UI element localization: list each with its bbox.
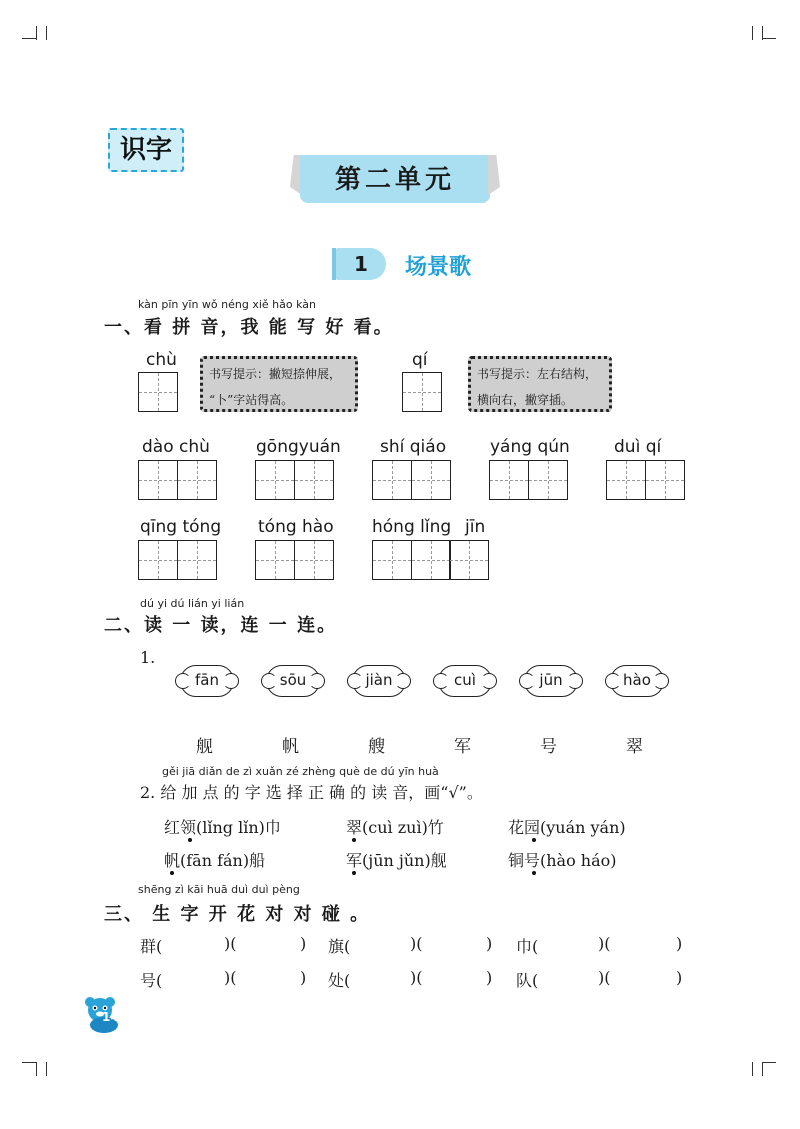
writing-grid[interactable] bbox=[138, 540, 217, 580]
banner-fold-right bbox=[488, 155, 500, 195]
match-char[interactable]: 军 bbox=[454, 737, 471, 757]
hint-line: 书写提示：左右结构， bbox=[477, 367, 598, 381]
grid-cell[interactable] bbox=[138, 540, 178, 580]
hint-line: “卜”字站得高。 bbox=[209, 393, 294, 407]
writing-hint-2 bbox=[468, 356, 612, 412]
fill-blank[interactable]: ) bbox=[300, 934, 307, 953]
grid-cell[interactable] bbox=[645, 460, 685, 500]
word-pinyin: jīn bbox=[465, 517, 486, 537]
pinyin-cloud[interactable] bbox=[266, 665, 320, 697]
section3-title: 三、 生 字 开 花 对 对 碰 。 bbox=[104, 904, 371, 925]
crop-mark bbox=[36, 1062, 37, 1076]
fill-blank[interactable]: 巾( bbox=[516, 937, 539, 956]
choice-item[interactable]: 铜号(hào háo) bbox=[508, 851, 617, 870]
cloud-label: fān bbox=[195, 671, 219, 689]
writing-grid[interactable] bbox=[255, 540, 334, 580]
crop-mark bbox=[762, 1062, 776, 1063]
fill-blank[interactable]: ) bbox=[300, 968, 307, 987]
page-number: 14 bbox=[102, 1010, 119, 1024]
pinyin-qi: qí bbox=[412, 350, 428, 370]
match-char[interactable]: 艘 bbox=[368, 737, 385, 757]
fill-blank[interactable]: 处( bbox=[328, 971, 351, 990]
word-pinyin: hóng lǐng bbox=[372, 517, 452, 537]
fill-blank[interactable]: 队( bbox=[516, 971, 539, 990]
pinyin-cloud[interactable] bbox=[180, 665, 234, 697]
section3-pinyin: shēng zì kāi huā duì duì pèng bbox=[138, 883, 300, 896]
word-pinyin: dào chù bbox=[142, 437, 210, 457]
hint-line: 横向右，撇穿插。 bbox=[477, 393, 574, 407]
grid-cell[interactable] bbox=[411, 460, 451, 500]
word-pinyin: shí qiáo bbox=[380, 437, 447, 457]
emphasis-dot bbox=[352, 871, 356, 875]
hint-line: 书写提示：撇短捺伸展， bbox=[209, 367, 342, 381]
fill-blank[interactable]: ) bbox=[486, 934, 493, 953]
unit-title: 第二单元 bbox=[300, 155, 490, 203]
choice-item[interactable]: 花园(yuán yán) bbox=[508, 818, 626, 837]
crop-mark bbox=[22, 1062, 36, 1063]
word-pinyin: gōngyuán bbox=[256, 437, 341, 457]
emphasis-dot bbox=[188, 838, 192, 842]
grid-cell[interactable] bbox=[177, 540, 217, 580]
question-number: 1. bbox=[140, 648, 156, 667]
question2-text: 2. 给 加 点 的 字 选 择 正 确 的 读 音，画“√”。 bbox=[140, 783, 483, 802]
writing-grid[interactable] bbox=[489, 460, 568, 500]
fill-blank[interactable]: ) bbox=[676, 934, 683, 953]
grid-cell[interactable] bbox=[294, 540, 334, 580]
writing-grid[interactable] bbox=[606, 460, 685, 500]
fill-blank[interactable]: )( bbox=[410, 934, 423, 953]
lesson-title: 场景歌 bbox=[405, 255, 472, 280]
choice-item[interactable]: 帆(fān fán)船 bbox=[164, 851, 266, 870]
crop-mark bbox=[762, 1062, 763, 1076]
word-pinyin: duì qí bbox=[614, 437, 662, 457]
grid-cell[interactable] bbox=[255, 540, 295, 580]
fill-blank[interactable]: 旗( bbox=[328, 937, 351, 956]
pinyin-cloud[interactable] bbox=[524, 665, 578, 697]
emphasis-dot bbox=[352, 838, 356, 842]
section2-title: 二、读 一 读，连 一 连。 bbox=[104, 615, 338, 636]
crop-mark bbox=[46, 26, 47, 40]
grid-cell[interactable] bbox=[177, 460, 217, 500]
fill-blank[interactable]: )( bbox=[224, 934, 237, 953]
fill-blank[interactable]: )( bbox=[598, 934, 611, 953]
fill-blank[interactable]: ) bbox=[676, 968, 683, 987]
choice-item[interactable]: 军(jūn jǔn)舰 bbox=[346, 851, 447, 870]
pinyin-cloud[interactable] bbox=[610, 665, 664, 697]
crop-mark bbox=[752, 26, 753, 40]
section2-pinyin: dú yi dú lián yi lián bbox=[140, 597, 245, 610]
fill-blank[interactable]: 号( bbox=[140, 971, 163, 990]
shizi-label: 识字 bbox=[108, 128, 184, 172]
crop-mark bbox=[762, 38, 776, 39]
cloud-label: jūn bbox=[539, 671, 563, 689]
pinyin-cloud[interactable] bbox=[352, 665, 406, 697]
grid-cell[interactable] bbox=[138, 372, 178, 412]
crop-mark bbox=[36, 26, 37, 40]
pinyin-cloud[interactable] bbox=[438, 665, 492, 697]
cloud-label: hào bbox=[623, 671, 651, 689]
fill-blank[interactable]: )( bbox=[224, 968, 237, 987]
writing-grid[interactable] bbox=[402, 372, 442, 412]
match-char[interactable]: 帆 bbox=[282, 737, 299, 757]
lesson-number: 1 bbox=[336, 248, 386, 280]
writing-hint-1 bbox=[200, 356, 358, 412]
section1-title: 一、看 拼 音，我 能 写 好 看。 bbox=[104, 317, 394, 338]
writing-grid[interactable] bbox=[372, 460, 451, 500]
grid-cell[interactable] bbox=[606, 460, 646, 500]
grid-cell[interactable] bbox=[255, 460, 295, 500]
fill-blank[interactable]: )( bbox=[410, 968, 423, 987]
grid-cell[interactable] bbox=[402, 372, 442, 412]
section1-pinyin: kàn pīn yīn wǒ néng xiě hǎo kàn bbox=[138, 298, 316, 311]
grid-cell[interactable] bbox=[449, 540, 489, 580]
word-pinyin: qīng tóng bbox=[140, 517, 222, 537]
match-char[interactable]: 舰 bbox=[196, 737, 213, 757]
word-pinyin: yáng qún bbox=[490, 437, 570, 457]
grid-cell[interactable] bbox=[411, 540, 451, 580]
grid-cell[interactable] bbox=[489, 460, 529, 500]
grid-cell[interactable] bbox=[294, 460, 334, 500]
fill-blank[interactable]: 群( bbox=[140, 937, 163, 956]
writing-grid[interactable] bbox=[255, 460, 334, 500]
cloud-label: sōu bbox=[279, 671, 307, 689]
grid-cell[interactable] bbox=[528, 460, 568, 500]
match-char[interactable]: 号 bbox=[540, 737, 557, 757]
choice-item[interactable]: 翠(cuì zuì)竹 bbox=[346, 818, 444, 837]
emphasis-dot bbox=[170, 871, 174, 875]
unit-banner bbox=[290, 155, 500, 207]
cloud-label: jiàn bbox=[365, 671, 393, 689]
writing-grid[interactable] bbox=[138, 460, 217, 500]
choice-item[interactable]: 红领(lǐng lǐn)巾 bbox=[164, 818, 281, 837]
grid-cell[interactable] bbox=[372, 460, 412, 500]
grid-cell[interactable] bbox=[372, 540, 412, 580]
crop-mark bbox=[22, 38, 36, 39]
crop-mark bbox=[752, 1062, 753, 1076]
writing-grid[interactable] bbox=[372, 540, 489, 580]
fill-blank[interactable]: )( bbox=[598, 968, 611, 987]
fill-blank[interactable]: ) bbox=[486, 968, 493, 987]
match-char[interactable]: 翠 bbox=[626, 737, 643, 757]
emphasis-dot bbox=[532, 871, 536, 875]
word-pinyin: tóng hào bbox=[258, 517, 334, 537]
cloud-label: cuì bbox=[454, 671, 476, 689]
emphasis-dot bbox=[532, 838, 536, 842]
pinyin-chu: chù bbox=[146, 350, 177, 370]
grid-cell[interactable] bbox=[138, 460, 178, 500]
writing-grid[interactable] bbox=[138, 372, 178, 412]
crop-mark bbox=[46, 1062, 47, 1076]
question2-pinyin: gěi jiā diǎn de zì xuǎn zé zhèng què de dú yīn huà bbox=[162, 765, 439, 778]
